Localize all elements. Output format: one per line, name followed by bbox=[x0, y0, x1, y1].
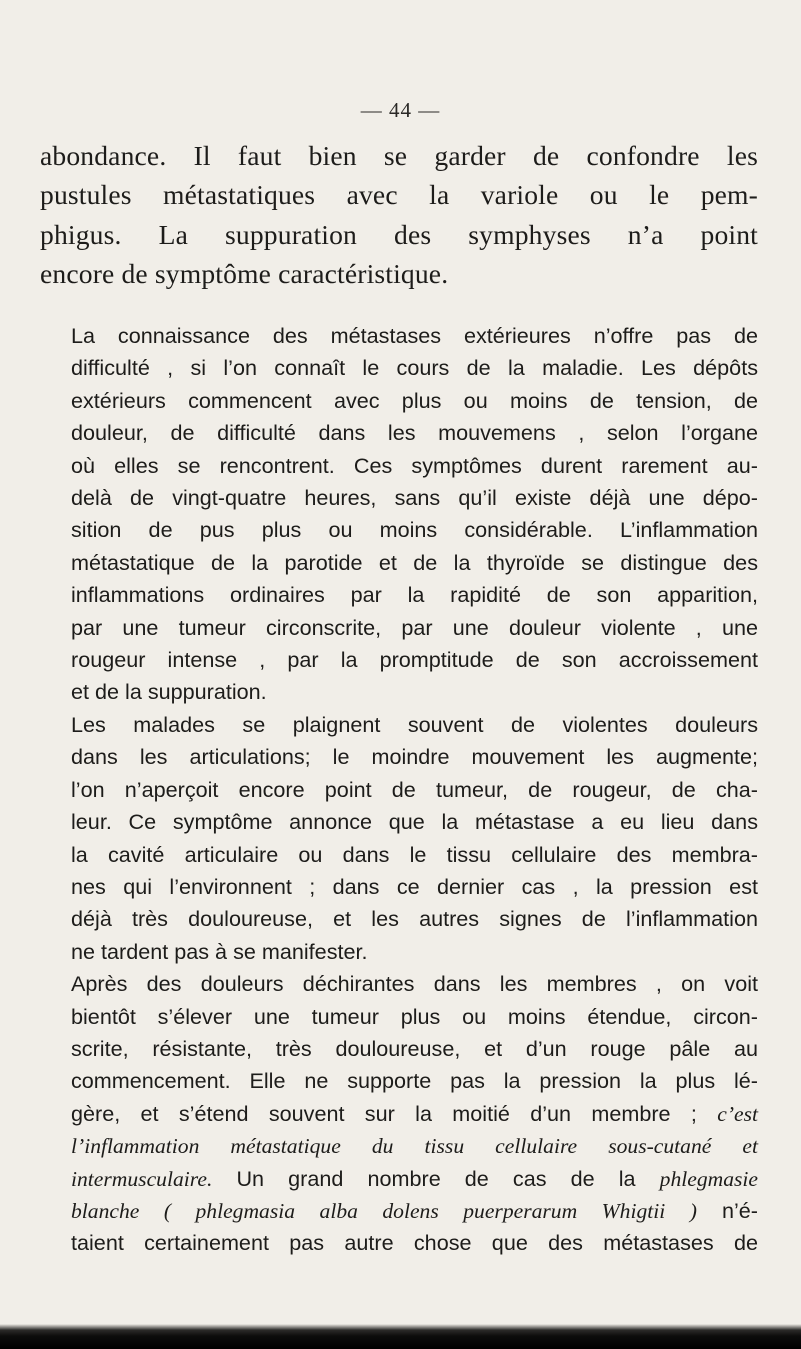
paragraph-articulations bbox=[40, 709, 758, 968]
text-fragment: n’é- bbox=[721, 1197, 758, 1223]
text-line: sition de pus plus ou moins considérable. L’inflammation bbox=[71, 517, 758, 543]
text-line: ne tardent pas à se manifester. bbox=[71, 938, 368, 964]
body-text bbox=[40, 320, 758, 1260]
text-line: métastatique de la parotide et de la thyroïde se distingue des bbox=[71, 549, 758, 575]
text-line: par une tumeur circonscrite, par une douleur violente , une bbox=[71, 614, 758, 640]
paragraph-tissu-cellulaire bbox=[40, 968, 758, 1260]
text-line: encore de symptôme caractéristique. bbox=[40, 258, 449, 290]
text-line: inflammations ordinaires par la rapidité de son apparition, bbox=[71, 582, 758, 608]
text-line: commencement. Elle ne supporte pas la pression la plus lé- bbox=[71, 1068, 758, 1094]
italic-fragment: c’est bbox=[717, 1101, 758, 1126]
text-line: bientôt s’élever une tumeur plus ou moins étendue, circon- bbox=[71, 1003, 758, 1029]
text-line: l’on n’aperçoit encore point de tumeur, de rougeur, de cha- bbox=[71, 776, 758, 802]
text-line-mixed bbox=[40, 1195, 758, 1227]
text-line: scrite, résistante, très douloureuse, et d’un rouge pâle au bbox=[71, 1035, 758, 1061]
paragraph-metastases-exterieures bbox=[40, 320, 758, 709]
italic-fragment: blanche ( phlegmasia alba dolens puerperarum Whigtii ) bbox=[71, 1198, 697, 1223]
text-line: delà de vingt-quatre heures, sans qu’il existe déjà une dépo- bbox=[71, 485, 758, 511]
text-line: la cavité articulaire ou dans le tissu cellulaire des membra- bbox=[71, 841, 758, 867]
text-fragment: Un grand nombre de cas de la bbox=[236, 1165, 636, 1191]
text-line: taient certainement pas autre chose que des métastases de bbox=[71, 1230, 758, 1256]
text-line: abondance. Il faut bien se garder de confondre les bbox=[40, 140, 758, 171]
text-line: douleur, de difficulté dans les mouvemens , selon l’organe bbox=[71, 420, 758, 446]
text-line: déjà très douloureuse, et les autres signes de l’inflammation bbox=[71, 906, 758, 932]
text-line-mixed bbox=[40, 1098, 758, 1130]
text-line: rougeur intense , par la promptitude de son accroissement bbox=[71, 647, 758, 673]
text-line: Après des douleurs déchirantes dans les membres , on voit bbox=[71, 971, 758, 997]
text-line: difficulté , si l’on connaît le cours de la maladie. Les dépôts bbox=[71, 355, 758, 381]
text-line: La connaissance des métastases extérieures n’offre pas de bbox=[71, 323, 758, 348]
text-line: extérieurs commencent avec plus ou moins de tension, de bbox=[71, 387, 758, 413]
opening-paragraph bbox=[40, 136, 758, 294]
text-line: phigus. La suppuration des symphyses n’a point bbox=[40, 218, 758, 250]
text-line: où elles se rencontrent. Ces symptômes durent rarement au- bbox=[71, 452, 758, 478]
text-line: Les malades se plaignent souvent de violentes douleurs bbox=[71, 711, 758, 737]
text-line: dans les articulations; le moindre mouvement les augmente; bbox=[71, 744, 758, 770]
text-line-mixed bbox=[40, 1163, 758, 1195]
italic-fragment: intermusculaire. bbox=[71, 1166, 213, 1191]
italic-line: l’inflammation métastatique du tissu cellulaire sous-cutané et bbox=[71, 1134, 758, 1159]
text-line: et de la suppuration. bbox=[71, 679, 267, 705]
text-line: pustules métastatiques avec la variole ou le pem- bbox=[40, 179, 758, 211]
text-line: nes qui l’environnent ; dans ce dernier cas , la pression est bbox=[71, 873, 758, 899]
text-line: leur. Ce symptôme annonce que la métastase a eu lieu dans bbox=[71, 809, 758, 835]
italic-fragment: phlegmasie bbox=[659, 1166, 759, 1191]
page-number: — 44 — bbox=[360, 98, 441, 122]
text-fragment: gère, et s’étend souvent sur la moitié d’un membre ; bbox=[71, 1100, 697, 1126]
page-bottom-edge bbox=[0, 1324, 801, 1349]
